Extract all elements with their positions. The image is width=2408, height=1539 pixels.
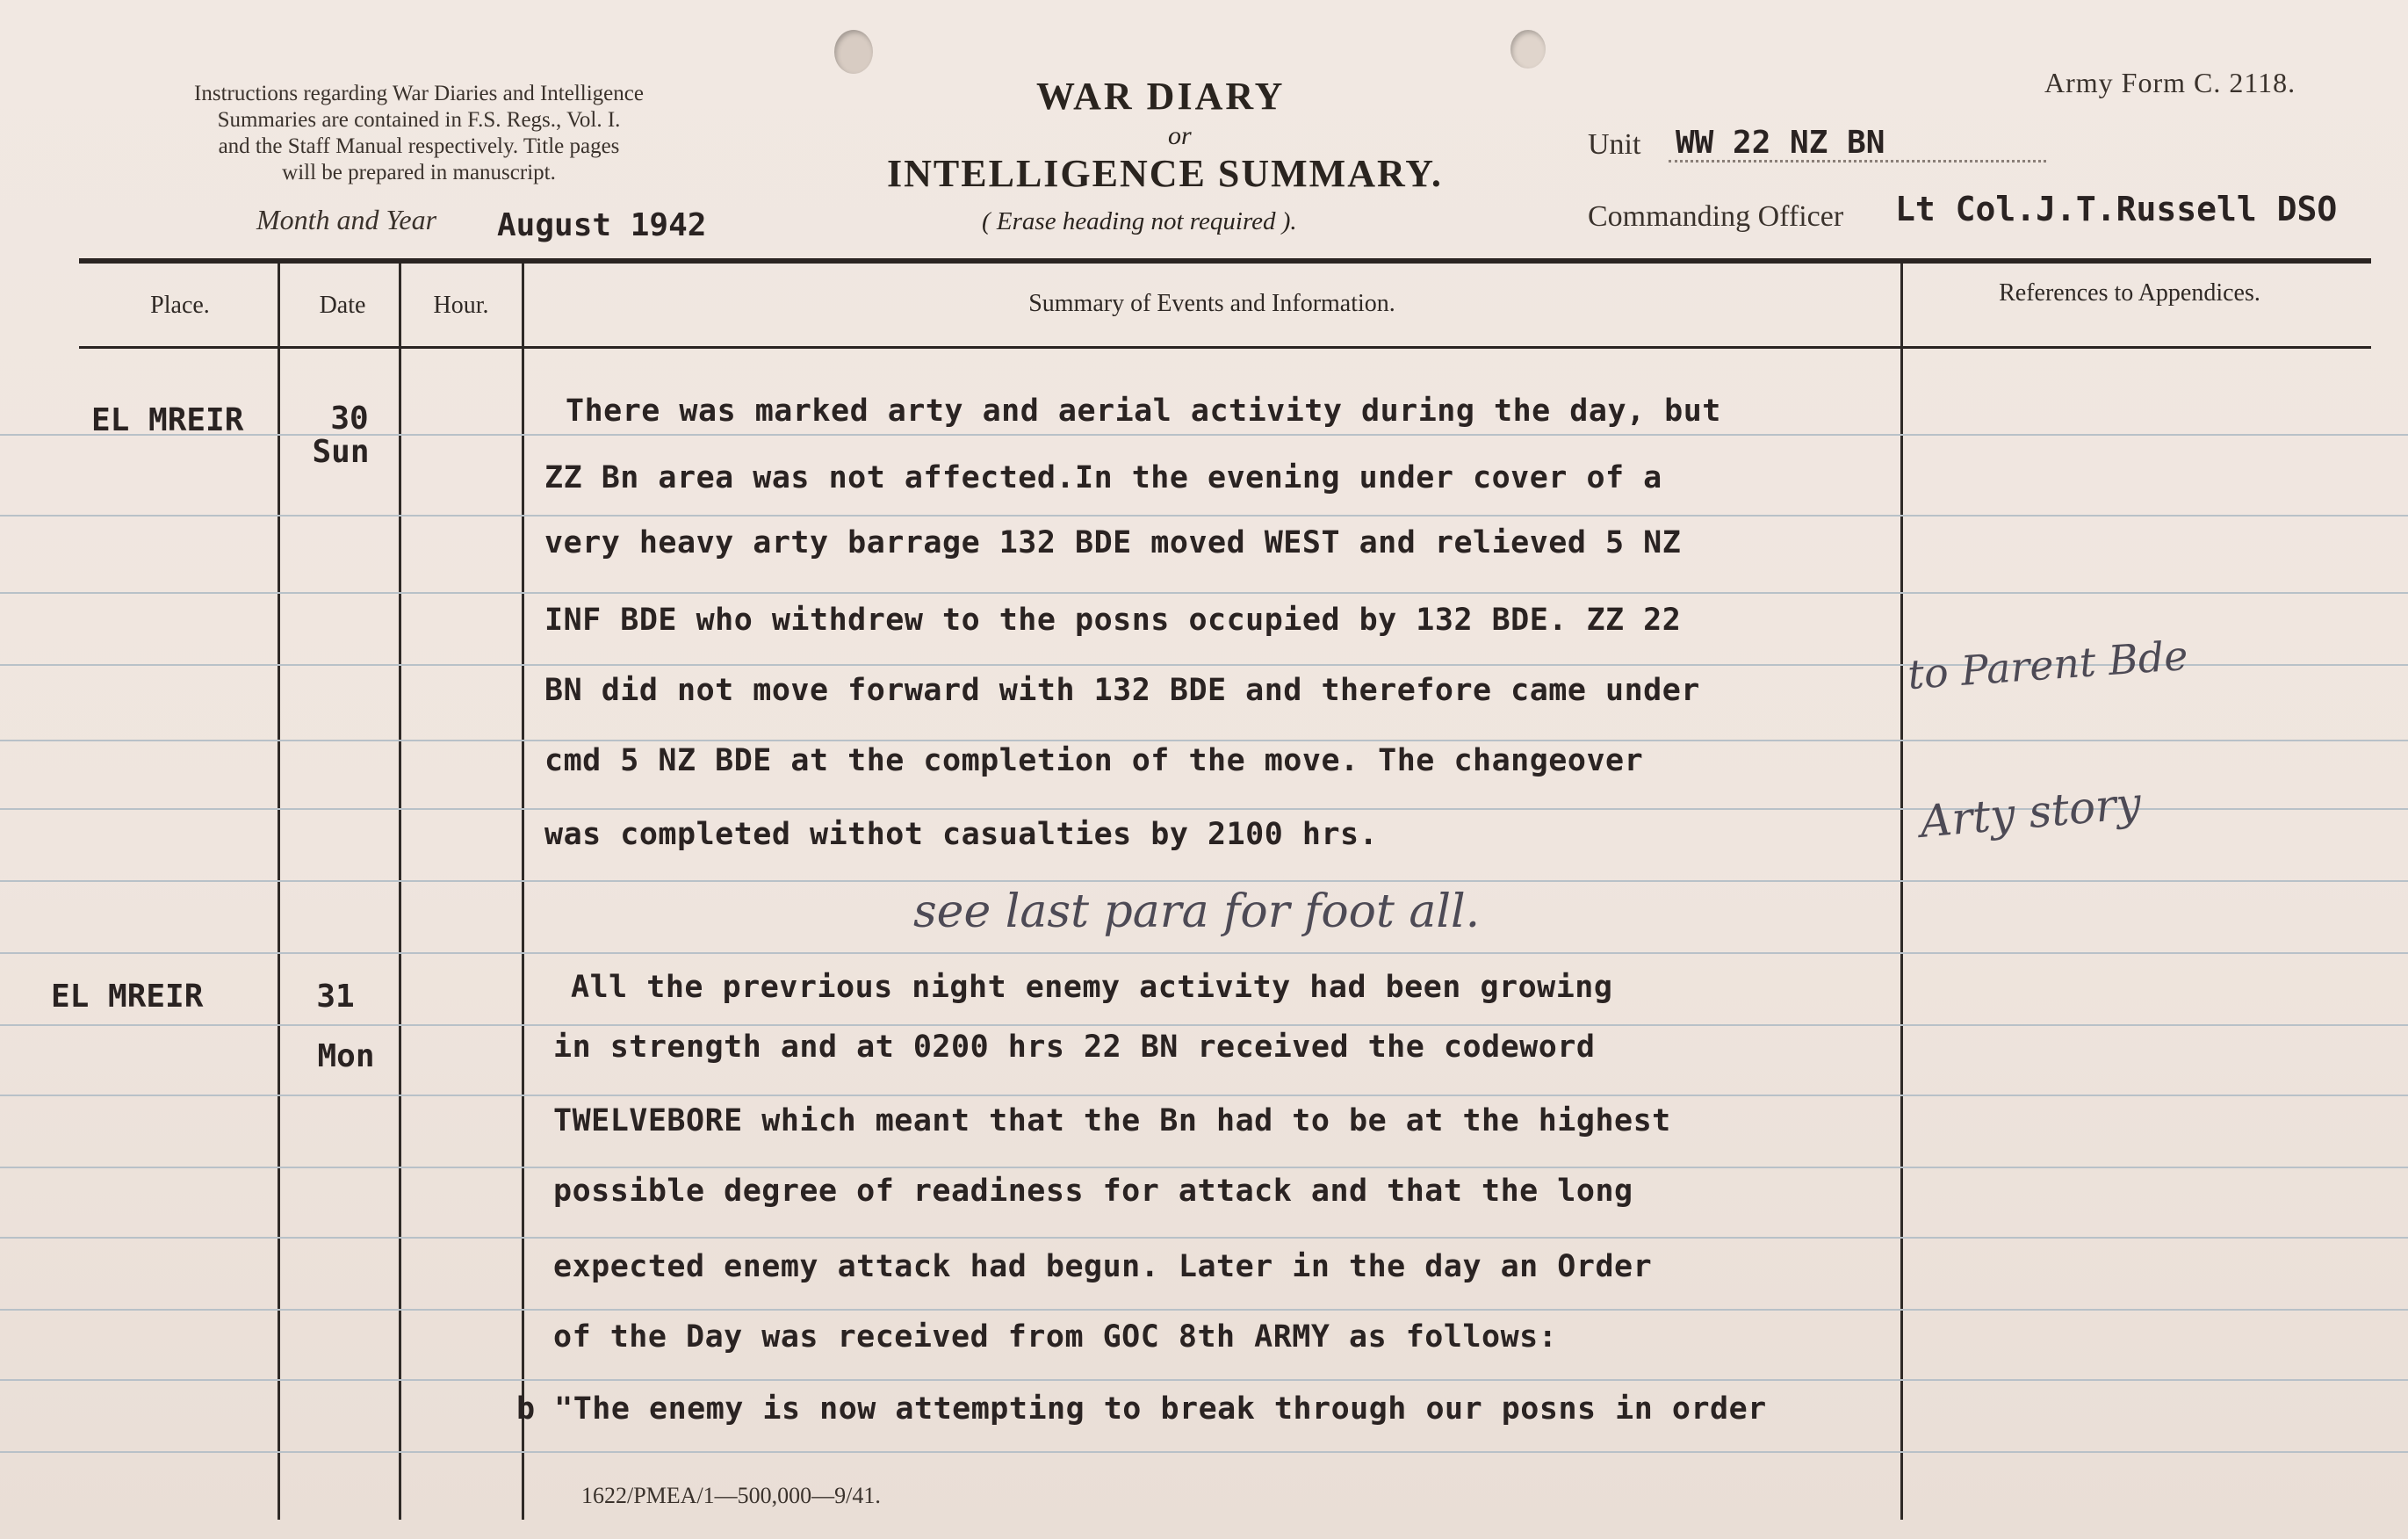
ruled-line	[0, 1309, 2408, 1311]
column-heading-place: Place.	[150, 292, 210, 319]
instructions-line: and the Staff Manual respectively. Title pages	[218, 134, 620, 158]
entry-text-line: in strength and at 0200 hrs 22 BN received the codeword	[553, 1030, 1596, 1065]
month-year-label: Month and Year	[256, 204, 437, 235]
entry-text-line: There was marked arty and aerial activity during the day, but	[566, 394, 1721, 429]
entry-text-line: was completed withot casualties by 2100 hrs.	[544, 817, 1379, 852]
entry-day: Sun	[312, 434, 370, 470]
column-heading-references: References to Appendices.	[1999, 279, 2260, 307]
ruled-line	[0, 1451, 2408, 1453]
appendix-note: to Parent Bde	[1906, 631, 2190, 699]
entry-text-line: TWELVEBORE which meant that the Bn had to be at the highest	[553, 1103, 1671, 1138]
entry-text-line: b "The enemy is now attempting to break through our posns in order	[516, 1391, 1767, 1427]
handwritten-note: see last para for foot all.	[913, 885, 1481, 938]
instructions-line: Summaries are contained in F.S. Regs., Vol. I.	[217, 108, 621, 132]
unit-label: Unit	[1588, 128, 1641, 161]
ruled-line	[0, 880, 2408, 882]
form-print-code: 1622/PMEA/1—500,000—9/41.	[581, 1483, 881, 1508]
ruled-line	[0, 1167, 2408, 1168]
ruled-line	[0, 592, 2408, 594]
unit-dotted-line	[1669, 160, 2046, 163]
header-rule-top	[79, 258, 2371, 264]
title-intelligence-summary: INTELLIGENCE SUMMARY.	[887, 152, 1443, 195]
title-note: ( Erase heading not required ).	[982, 207, 1297, 235]
entry-text-line: All the prevrious night enemy activity had been growing	[571, 970, 1613, 1005]
instructions-line: will be prepared in manuscript.	[282, 161, 556, 184]
column-heading-date: Date	[319, 292, 366, 319]
entry-text-line: INF BDE who withdrew to the posns occupied by 132 BDE. ZZ 22	[544, 603, 1682, 638]
commanding-officer-label: Commanding Officer	[1588, 200, 1844, 233]
entry-text-line: possible degree of readiness for attack and that the long	[553, 1174, 1633, 1209]
entry-text-line: expected enemy attack had begun. Later in the day an Order	[553, 1249, 1653, 1284]
punch-hole-right	[1510, 30, 1546, 69]
army-form-number: Army Form C. 2118.	[2044, 67, 2296, 98]
instructions-block	[98, 81, 739, 186]
entry-day: Mon	[317, 1038, 375, 1074]
ruled-line	[0, 1237, 2408, 1239]
entry-date: 30	[330, 401, 369, 437]
ruled-line	[0, 515, 2408, 517]
header-rule-bottom	[79, 346, 2371, 349]
column-divider	[399, 264, 401, 1520]
entry-text-line: very heavy arty barrage 132 BDE moved WEST and relieved 5 NZ	[544, 525, 1682, 560]
title-war-diary: WAR DIARY	[1036, 75, 1286, 118]
ruled-line	[0, 1095, 2408, 1096]
title-or: or	[1168, 121, 1192, 150]
commanding-officer-value: Lt Col.J.T.Russell DSO	[1895, 190, 2338, 228]
month-year-value: August 1942	[497, 207, 707, 243]
punch-hole-left	[834, 30, 873, 74]
entry-place: EL MREIR	[51, 979, 204, 1015]
column-divider	[1900, 264, 1903, 1520]
ruled-line	[0, 1024, 2408, 1026]
entry-place: EL MREIR	[91, 402, 244, 438]
entry-text-line: cmd 5 NZ BDE at the completion of the move. The changeover	[544, 743, 1644, 778]
unit-value: WW 22 NZ BN	[1676, 125, 1885, 161]
ruled-line	[0, 1379, 2408, 1381]
column-heading-summary: Summary of Events and Information.	[1028, 290, 1395, 317]
ruled-line	[0, 740, 2408, 741]
entry-text-line: of the Day was received from GOC 8th ARMY as follows:	[553, 1319, 1558, 1355]
entry-text-line: BN did not move forward with 132 BDE and therefore came under	[544, 673, 1700, 708]
entry-text-line: ZZ Bn area was not affected.In the evening under cover of a	[544, 460, 1662, 495]
ruled-line	[0, 952, 2408, 954]
appendix-note: Arty story	[1917, 777, 2144, 848]
column-divider	[278, 264, 280, 1520]
entry-date: 31	[316, 979, 355, 1015]
instructions-line: Instructions regarding War Diaries and Intelligence	[194, 82, 644, 105]
column-heading-hour: Hour.	[433, 292, 489, 319]
column-divider	[522, 264, 524, 1520]
